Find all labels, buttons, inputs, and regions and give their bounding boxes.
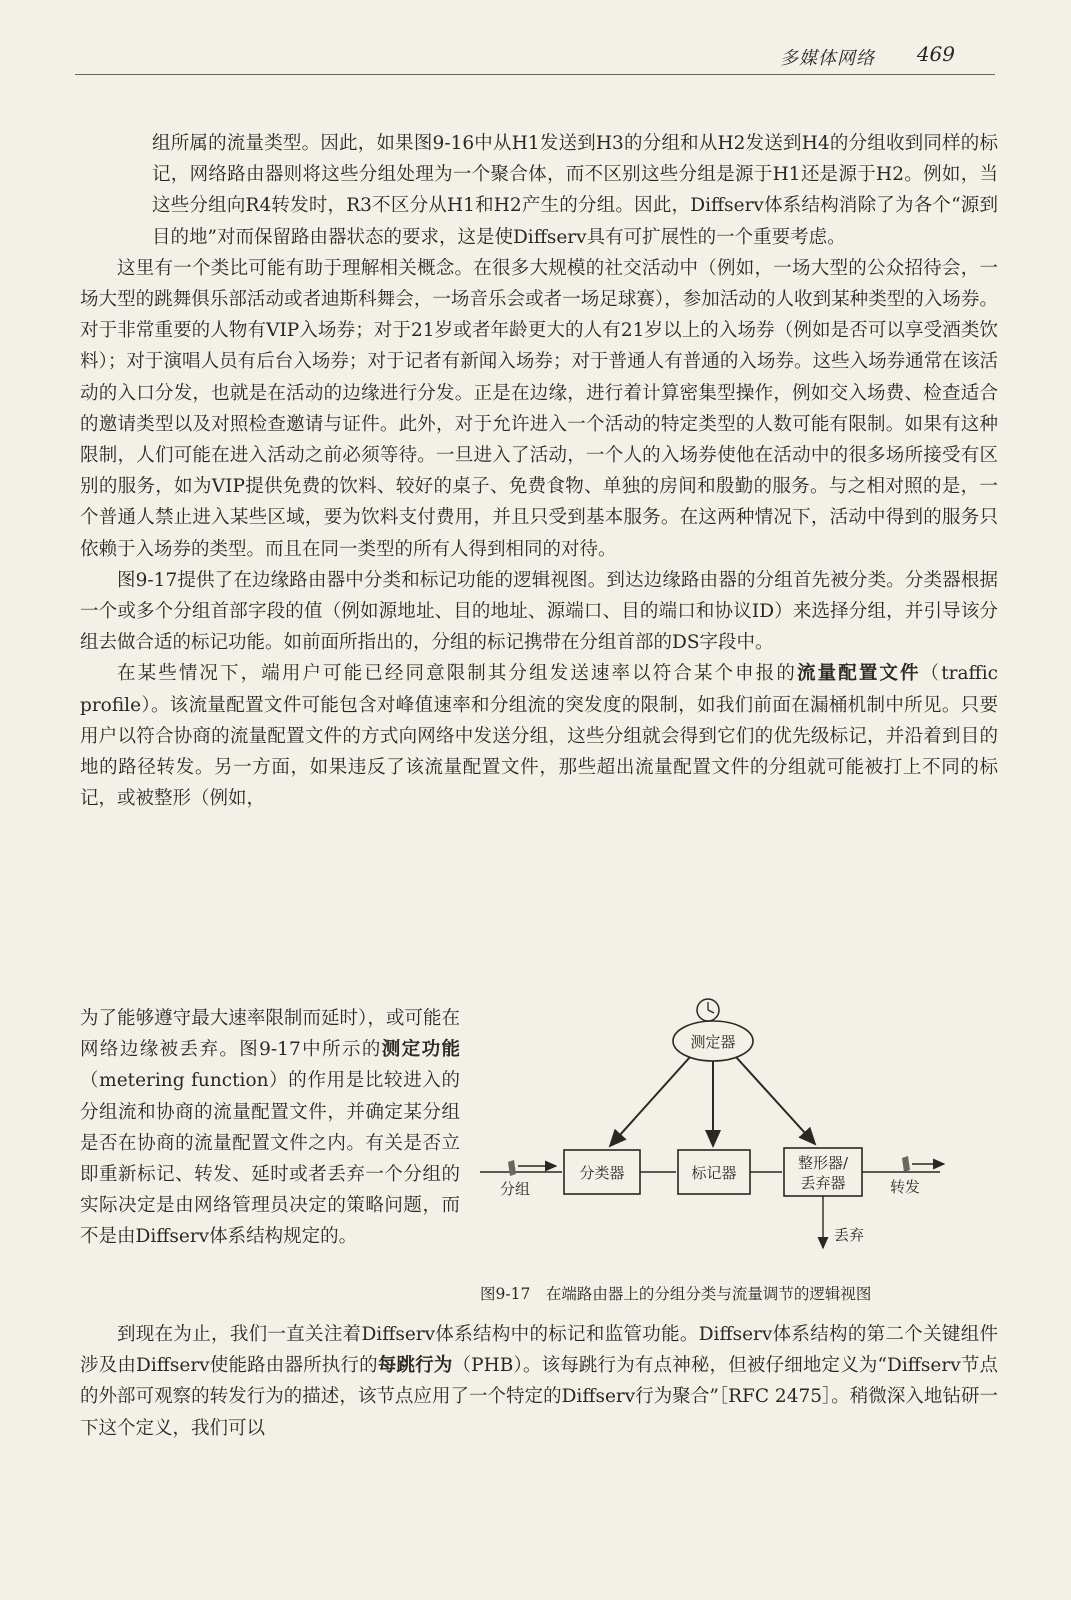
packet-label: 分组 [500,1180,531,1198]
figure-9-17 [470,990,990,1320]
paragraph-6-rest: （PHB）。该每跳行为有点神秘，但被仔细地定义为“Diffserv节点的外部可观察的转发行为的描述，该节点应用了一个特定的Diffserv行为聚合”［RFC 2475］。稍微深入地钻研一下这个定义，我们可以 [80,1355,998,1439]
packet-icon-in [508,1160,516,1176]
paragraph-1: 组所属的流量类型。因此，如果图9-16中从H1发送到H3的分组和从H2发送到H4的分组收到同样的标记，网络路由器则将这些分组处理为一个聚合体，而不区别这些分组是源于H1还是源于H2。例如，当这些分组向R4转发时，R3不区分从H1和H2产生的分组。因此，Diffserv体系结构消除了为各个“源到目的地”对而保留路由器状态的要求，这是使Diffserv具有可扩展性的一个重要考虑。 [152,133,998,248]
classifier-label: 分类器 [579,1164,625,1182]
paragraph-4 [80,658,998,814]
drop-label: 丢弃 [834,1226,865,1244]
shaper-label-line2: 丢弃器 [800,1174,846,1192]
packet-icon-out [902,1156,910,1172]
term-per-hop-behavior: 每跳行为 [377,1355,453,1377]
paragraph-3: 图9-17提供了在边缘路由器中分类和标记功能的逻辑视图。到达边缘路由器的分组首先被分类。分类器根据一个或多个分组首部字段的值（例如源地址、目的地址、源端口、目的端口和协议ID）来选择分组，并引导该分组去做合适的标记功能。如前面所指出的，分组的标记携带在分组首部的DS字段中。 [80,569,998,654]
paragraph-6-start: 到现在为止，我们一直关注着Diffserv体系结构中的标记和监管功能。Diffserv体系结构的第二个关键组件涉及由Diffserv使能路由器所执行的 [80,1324,998,1377]
figure-caption: 图9-17 在端路由器上的分组分类与流量调节的逻辑视图 [480,1285,872,1303]
left-column-text [80,1003,460,1253]
clock-icon [697,999,719,1021]
paragraph-5-rest: （metering function）的作用是比较进入的分组流和协商的流量配置文件，并确定某分组是否在协商的流量配置文件之内。有关是否立即重新标记、转发、延时或者丢弃一个分组的实际决定是由网络管理员决定的策略问题，而不是由Diffserv体系结构规定的。 [80,1070,460,1248]
term-metering-function: 测定功能 [381,1039,460,1061]
meter-label: 测定器 [690,1033,736,1051]
page-number: 469 [916,42,955,66]
paragraph-2: 这里有一个类比可能有助于理解相关概念。在很多大规模的社交活动中（例如，一场大型的公众招待会，一场大型的跳舞俱乐部活动或者迪斯科舞会，一场音乐会或者一场足球赛），参加活动的人收到某种类型的入场券。对于非常重要的人物有VIP入场券；对于21岁或者年龄更大的人有21岁以上的入场券（例如是否可以享受酒类饮料）；对于演唱人员有后台入场券；对于记者有新闻入场券；对于普通人有普通的入场券。这些入场券通常在该活动的入口分发，也就是在活动的边缘进行分发。正是在边缘，进行着计算密集型操作，例如交入场费、检查适合的邀请类型以及对照检查邀请与证件。此外，对于允许进入一个活动的特定类型的人数可能有限制。如果有这种限制，人们可能在进入活动之前必须等待。一旦进入了活动，一个人的入场券使他在活动中的很多场所接受有区别的服务，如为VIP提供免费的饮料、较好的桌子、免费食物、单独的房间和殷勤的服务。与之相对照的是，一个普通人禁止进入某些区域，要为饮料支付费用，并且只受到基本服务。在这两种情况下，活动中得到的服务只依赖于入场券的类型。而且在同一类型的所有人得到相同的对待。 [80,257,998,560]
paragraph-4-rest: （traffic profile）。该流量配置文件可能包含对峰值速率和分组流的突发度的限制，如我们前面在漏桶机制中所见。只要用户以符合协商的流量配置文件的方式向网络中发送分组，这些分组就会得到它们的优先级标记，并沿着到目的地的路径转发。另一方面，如果违反了该流量配置文件，那些超出流量配置文件的分组就可能被打上不同的标记，或被整形（例如， [80,663,998,810]
classification-diagram [470,990,990,1280]
running-title: 多媒体网络 [780,48,875,69]
paragraph-6 [80,1319,998,1444]
forward-label: 转发 [890,1178,921,1196]
page-header [75,38,995,75]
meter-to-shaper-arrow [736,1057,815,1144]
shaper-label-line1: 整形器/ [797,1154,849,1172]
marker-label: 标记器 [691,1164,737,1182]
body-text-top [80,128,998,814]
paragraph-5 [80,1003,460,1253]
paragraph-5-start: 为了能够遵守最大速率限制而延时），或可能在网络边缘被丢弃。图9-17中所示的 [80,1008,460,1061]
paragraph-4-start: 在某些情况下，端用户可能已经同意限制其分组发送速率以符合某个申报的 [117,663,797,685]
term-traffic-profile: 流量配置文件 [797,663,921,685]
body-text-bottom [80,1319,998,1444]
meter-to-classifier-arrow [610,1057,690,1146]
